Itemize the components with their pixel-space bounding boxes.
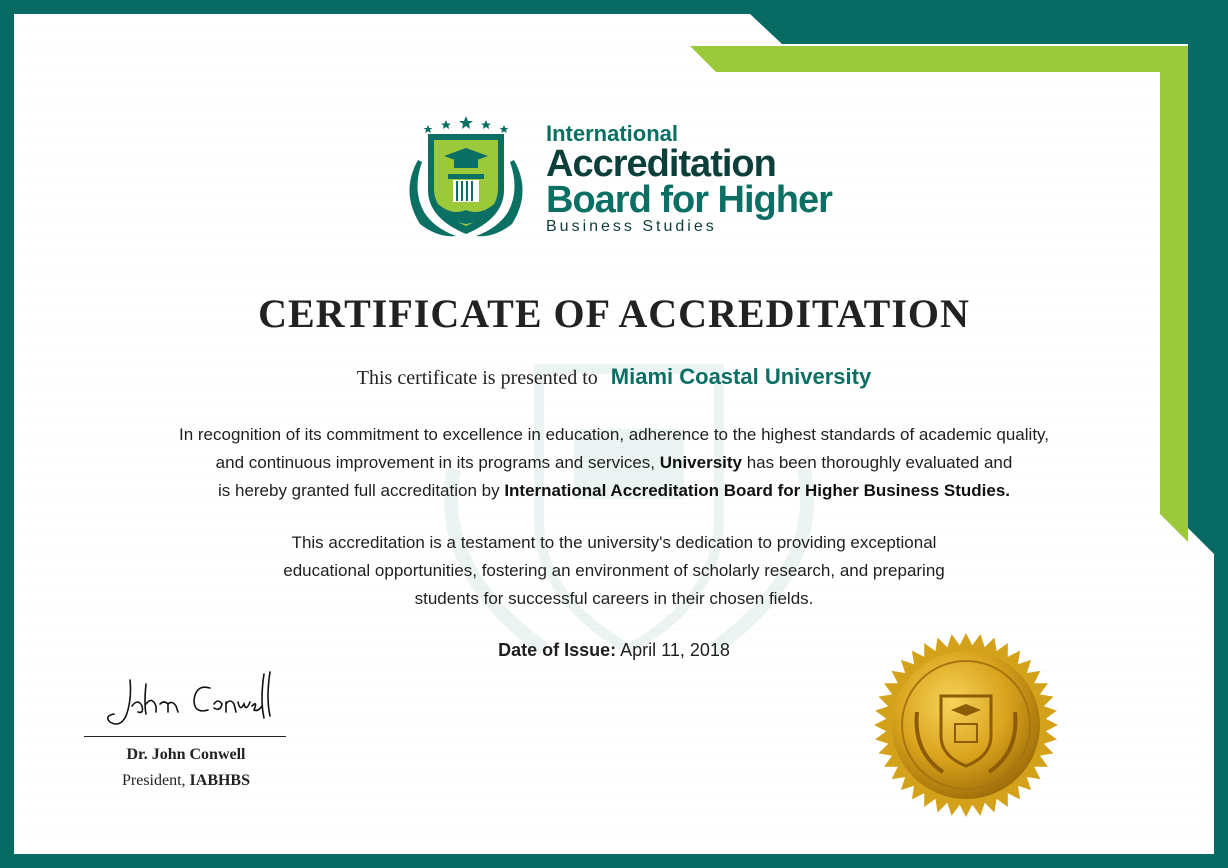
issue-label: Date of Issue: <box>498 640 617 660</box>
paragraph2-line1: This accreditation is a testament to the university's dedication to providing exceptional <box>291 533 937 552</box>
shield-graduation-cap-icon <box>398 112 534 242</box>
signatory-title <box>84 772 288 790</box>
presented-line <box>0 364 1228 390</box>
paragraph1-line3 <box>100 477 1128 505</box>
gold-seal-icon <box>873 632 1059 818</box>
handwritten-signature <box>102 670 272 732</box>
signatory-name: Dr. John Conwell <box>126 746 246 763</box>
logo-wordmark <box>546 122 832 236</box>
signature-block <box>84 670 288 800</box>
certificate-title: CERTIFICATE OF ACCREDITATION <box>258 291 970 336</box>
testament-paragraph <box>100 529 1128 613</box>
issue-date: April 11, 2018 <box>620 640 730 660</box>
logo-line-3: Board for Higher <box>546 179 832 221</box>
logo-line-4: Business Studies <box>546 218 717 235</box>
signature-line <box>84 736 286 737</box>
recognition-paragraph <box>100 421 1128 505</box>
paragraph1-line2-pre: and continuous improvement in its programs and services, <box>215 453 656 472</box>
presented-prefix: This certificate is presented to <box>356 367 598 389</box>
logo-line-2: Accreditation <box>546 143 776 185</box>
paragraph1-line3-pre: is hereby granted full accreditation by <box>217 481 500 500</box>
watermark-emblem-icon <box>394 349 864 679</box>
paragraph1-line2-post: has been thoroughly evaluated and <box>746 453 1013 472</box>
signatory-role: President, <box>121 772 186 789</box>
paragraph1-line1: In recognition of its commitment to excellence in education, adherence to the highest standards of academic quality, <box>178 425 1049 444</box>
paragraph1-line2-bold: University <box>659 453 742 472</box>
paragraph1-line3-bold: International Accreditation Board for Higher Business Studies. <box>504 481 1011 500</box>
paragraph1-line2 <box>100 449 1128 477</box>
logo-line-1: International <box>546 121 679 146</box>
signatory-org: IABHBS <box>189 772 250 789</box>
organization-logo <box>398 112 838 242</box>
paragraph2-line3: students for successful careers in their chosen fields. <box>414 589 814 608</box>
recipient-name: Miami Coastal University <box>610 364 872 389</box>
paragraph2-line2: educational opportunities, fostering an environment of scholarly research, and preparing <box>283 561 945 580</box>
